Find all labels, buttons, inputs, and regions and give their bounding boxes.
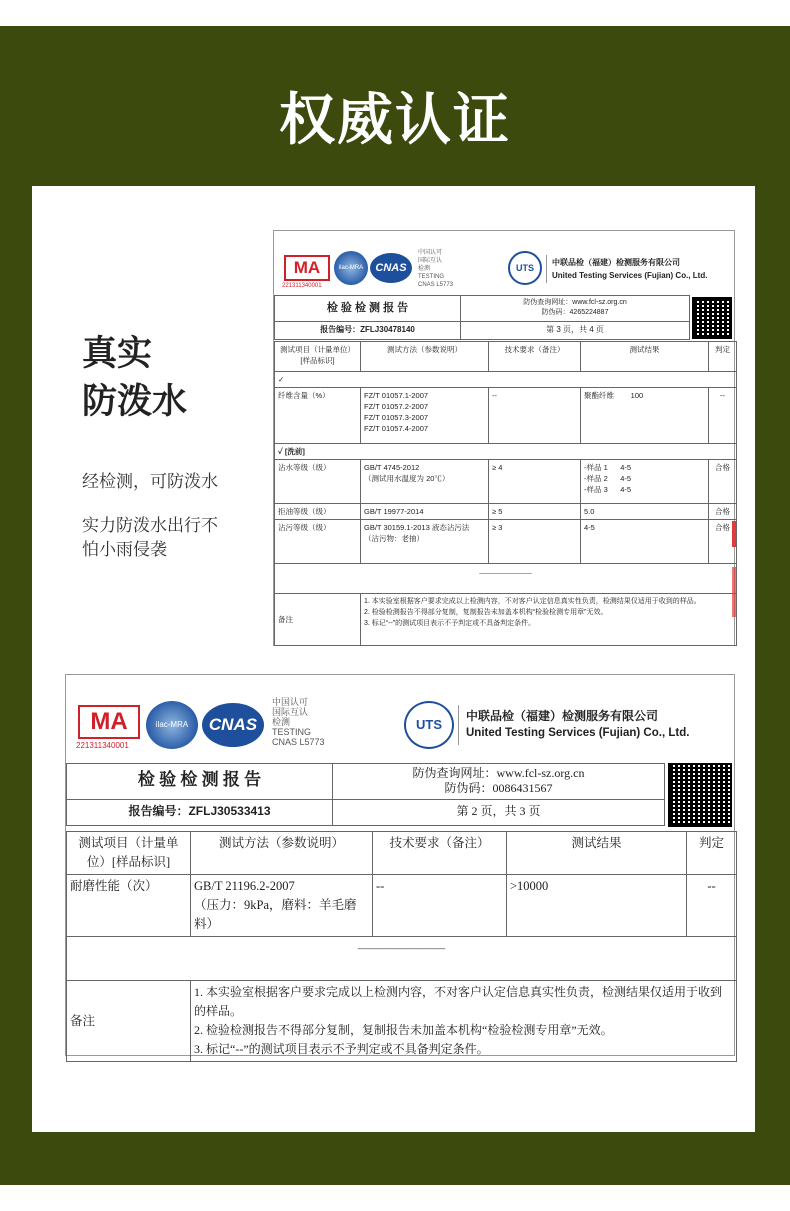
company-name-en: United Testing Services (Fujian) Co., Ltd. — [466, 727, 690, 739]
report2-header-table — [66, 763, 665, 826]
verify-code: 防伪码：0086431567 — [444, 781, 553, 795]
uts-logo: UTS — [404, 701, 454, 749]
logo-divider — [458, 705, 459, 745]
feature-desc-2a: 实力防泼水出行不 — [82, 516, 218, 536]
report1-header-table — [274, 295, 690, 340]
report-number: 报告编号：ZFLJ30533413 — [67, 800, 333, 826]
check-row: ✓ — [275, 372, 737, 388]
end-line: ——————— — [67, 937, 737, 981]
test-report-2 — [65, 674, 735, 1056]
col-header-item: 测试项目（计量单位）[样品标识] — [275, 342, 361, 372]
notes: 1. 本实验室根据客户要求完成以上检测内容，不对客户认定信息真实性负责，检测结果仅适用于收到的样品。 2. 检验检测报告不得部分复制，复制报告未加盖本机构“检验检测专用章”无效。 3. 标记“--”的测试项目表示不予判定或不具备判定条件。 — [191, 981, 737, 1062]
qr-code — [668, 763, 732, 827]
company-name-cn: 中联品检（福建）检测服务有限公司 — [552, 258, 680, 267]
report-title: 检 验 检 测 报 告 — [275, 296, 461, 322]
test-report-1 — [273, 230, 735, 646]
cma-number: 221311340001 — [282, 283, 322, 289]
ilac-logo: ilac-MRA — [334, 251, 368, 285]
cma-logo: MA — [284, 255, 330, 281]
col-header-requirement: 技术要求（备注） — [489, 342, 581, 372]
verify-code: 防伪码：4265224887 — [541, 309, 609, 316]
report-title: 检 验 检 测 报 告 — [67, 764, 333, 800]
bottom-margin — [0, 1185, 790, 1211]
col-header-verdict: 判定 — [687, 832, 737, 875]
cnas-cert-text: 中国认可 国际互认 检测 TESTING CNAS L5773 — [272, 697, 325, 747]
table-row: 沾水等级（级） GB/T 4745-2012 （测试用水温度为 20℃） ≥ 4 -样品 1 4-5 -样品 2 4-5 -样品 3 4-5 合格 — [275, 460, 737, 504]
logo-divider — [546, 255, 547, 283]
company-name-cn: 中联品检（福建）检测服务有限公司 — [466, 709, 659, 723]
col-header-result: 测试结果 — [581, 342, 709, 372]
col-header-method: 测试方法（参数说明） — [361, 342, 489, 372]
section-label: ✓ [洗前] — [275, 444, 737, 460]
feature-desc-1: 经检测，可防泼水 — [82, 472, 218, 492]
qr-code — [692, 297, 732, 339]
table-row: 耐磨性能（次） GB/T 21196.2-2007 （压力：9kPa，磨料：羊毛磨料） -- >10000 -- — [67, 875, 737, 937]
col-header-item: 测试项目（计量单位）[样品标识] — [67, 832, 191, 875]
end-line: ——————— — [275, 564, 737, 594]
cma-logo: MA — [78, 705, 140, 739]
notes: 1. 本实验室根据客户要求完成以上检测内容，不对客户认定信息真实性负责，检测结果仅适用于收到的样品。 2. 检验检测报告不得部分复制，复制报告未加盖本机构“检验检测专用章”无效。 3. 标记“--”的测试项目表示不予判定或不具备判定条件。 — [361, 594, 737, 646]
note-label: 备注 — [67, 981, 191, 1062]
col-header-requirement: 技术要求（备注） — [373, 832, 507, 875]
ilac-logo: ilac-MRA — [146, 701, 198, 749]
report1-results-table — [274, 341, 737, 646]
table-row: 拒油等级（级） GB/T 19977-2014 ≥ 5 5.0 合格 — [275, 504, 737, 520]
feature-heading-line2: 防泼水 — [82, 382, 188, 422]
report-number: 报告编号：ZFLJ30478140 — [275, 322, 461, 340]
verify-url: 防伪查询网址：www.fcl-sz.org.cn — [523, 299, 627, 306]
cma-number: 221311340001 — [76, 741, 129, 750]
feature-description — [82, 330, 262, 562]
verify-url: 防伪查询网址：www.fcl-sz.org.cn — [412, 766, 585, 780]
page-number: 第 3 页，共 4 页 — [461, 322, 690, 340]
stamp-edge — [732, 567, 736, 617]
col-header-method: 测试方法（参数说明） — [191, 832, 373, 875]
cnas-cert-text: 中国认可 国际互认 检测 TESTING CNAS L5773 — [418, 250, 454, 288]
top-margin — [0, 0, 790, 26]
col-header-verdict: 判定 — [709, 342, 737, 372]
report2-results-table — [66, 831, 737, 1062]
page-title: 权威认证 — [279, 88, 511, 153]
cnas-logo: CNAS — [202, 703, 264, 747]
note-label: 备注 — [275, 594, 361, 646]
feature-heading-line1: 真实 — [82, 334, 153, 374]
page-number: 第 2 页，共 3 页 — [333, 800, 665, 826]
stamp-edge — [732, 521, 736, 547]
table-row: 纤维含量（%） FZ/T 01057.1-2007 FZ/T 01057.2-2007 FZ/T 01057.3-2007 FZ/T 01057.4-2007 -- 聚酯纤维 100 -- — [275, 388, 737, 444]
col-header-result: 测试结果 — [507, 832, 687, 875]
cnas-logo: CNAS — [370, 253, 412, 283]
table-row: 沾污等级（级） GB/T 30159.1-2013 液态沾污法 （沾污物：老抽） ≥ 3 4-5 合格 — [275, 520, 737, 564]
feature-desc-2b: 怕小雨侵袭 — [82, 540, 167, 560]
company-name-en: United Testing Services (Fujian) Co., Ltd. — [552, 271, 708, 280]
uts-logo: UTS — [508, 251, 542, 285]
